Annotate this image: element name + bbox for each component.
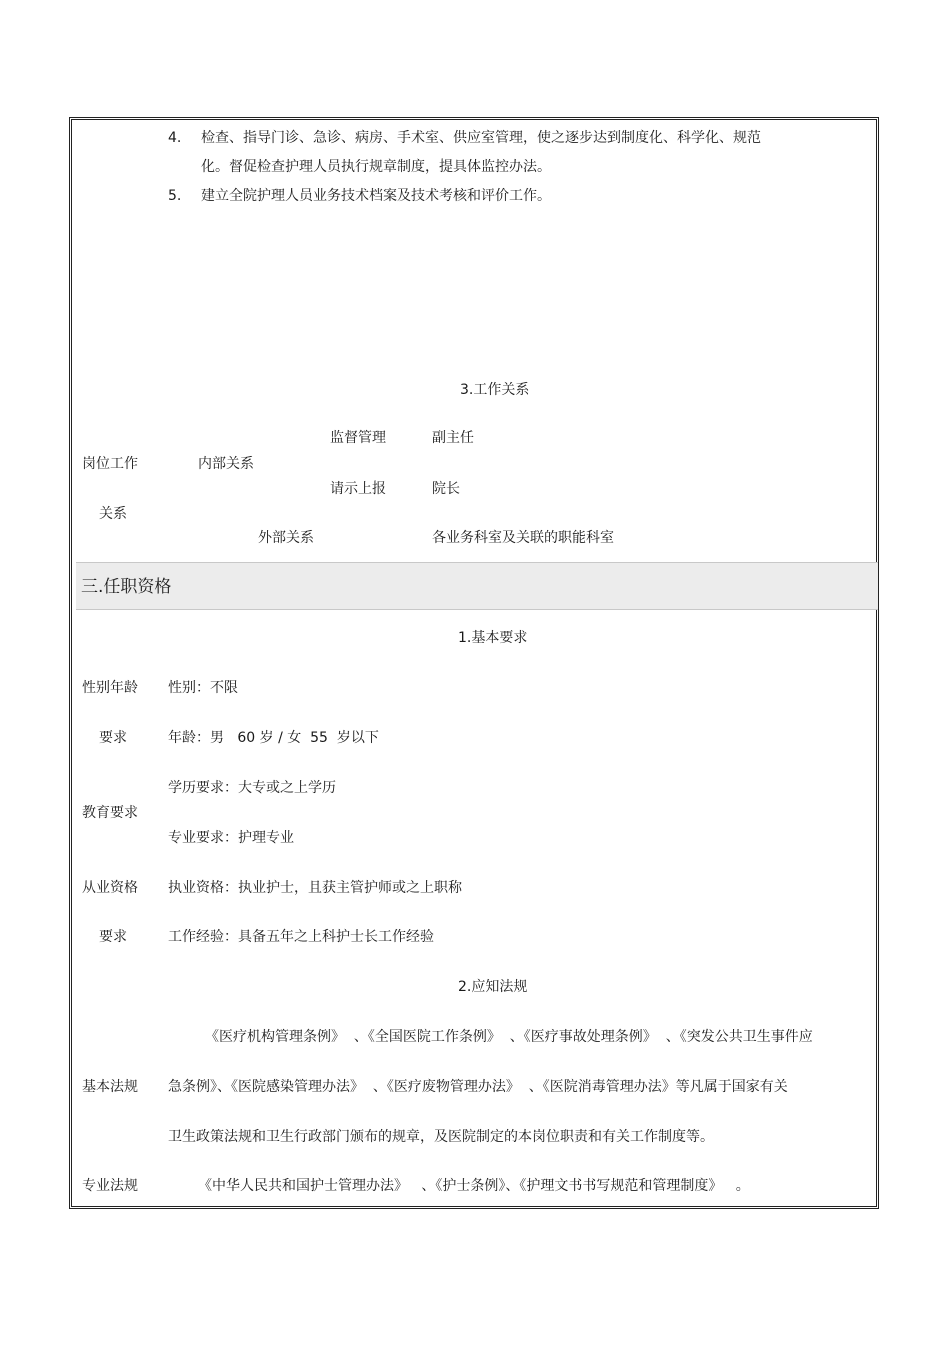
duty-text: 化。督促检查护理人员执行规章制度，提具体监控办法。 (201, 159, 551, 175)
job-description-table (69, 117, 879, 1209)
external-relations-label: 外部关系 (258, 530, 314, 546)
work-relations-heading: 3.工作关系 (460, 382, 530, 398)
qualification-label: 从业资格 (82, 880, 138, 896)
basic-laws-text: 急条例》、《医院感染管理办法》 、《医疗废物管理办法》 、《医院消毒管理办法》等凡属于国家有关 (168, 1079, 788, 1095)
basic-laws-text: 卫生政策法规和卫生行政部门颁布的规章，及医院制定的本岗位职责和有关工作制度等。 (168, 1129, 714, 1145)
age-value: 年龄：男 60 岁 / 女 55 岁以下 (168, 730, 379, 746)
laws-heading: 2.应知法规 (458, 979, 528, 995)
gender-value: 性别：不限 (168, 680, 238, 696)
duty-number: 4. (168, 130, 182, 146)
job-relations-label: 关系 (99, 506, 127, 522)
internal-relations-label: 内部关系 (198, 456, 254, 472)
duty-text: 建立全院护理人员业务技术档案及技术考核和评价工作。 (201, 188, 551, 204)
license-value: 执业资格：执业护士，且获主管护师或之上职称 (168, 880, 462, 896)
qualification-label: 要求 (99, 929, 127, 945)
education-label: 教育要求 (82, 805, 138, 821)
external-relations-value: 各业务科室及关联的职能科室 (432, 530, 614, 546)
section-title: 三.任职资格 (81, 577, 172, 597)
experience-value: 工作经验：具备五年之上科护士长工作经验 (168, 929, 434, 945)
duty-number: 5. (168, 188, 182, 204)
gender-age-label: 要求 (99, 730, 127, 746)
professional-laws-label: 专业法规 (82, 1178, 138, 1194)
gender-age-label: 性别年龄 (82, 680, 138, 696)
professional-laws-text: 《中华人民共和国护士管理办法》 、《护士条例》、《护理文书书写规范和管理制度》 。 (198, 1178, 750, 1194)
major-value: 专业要求：护理专业 (168, 830, 294, 846)
basic-laws-text: 《医疗机构管理条例》 、《全国医院工作条例》 、《医疗事故处理条例》 、《突发公共卫生事件应 (205, 1029, 813, 1045)
duty-text: 检查、指导门诊、急诊、病房、手术室、供应室管理，使之逐步达到制度化、科学化、规范 (201, 130, 761, 146)
education-value: 学历要求：大专或之上学历 (168, 780, 336, 796)
section-header (76, 562, 878, 610)
supervise-value: 副主任 (432, 430, 474, 446)
report-label: 请示上报 (330, 481, 386, 497)
basic-requirements-heading: 1.基本要求 (458, 630, 528, 646)
report-value: 院长 (432, 481, 460, 497)
supervise-label: 监督管理 (330, 430, 386, 446)
basic-laws-label: 基本法规 (82, 1079, 138, 1095)
job-relations-label: 岗位工作 (82, 456, 138, 472)
